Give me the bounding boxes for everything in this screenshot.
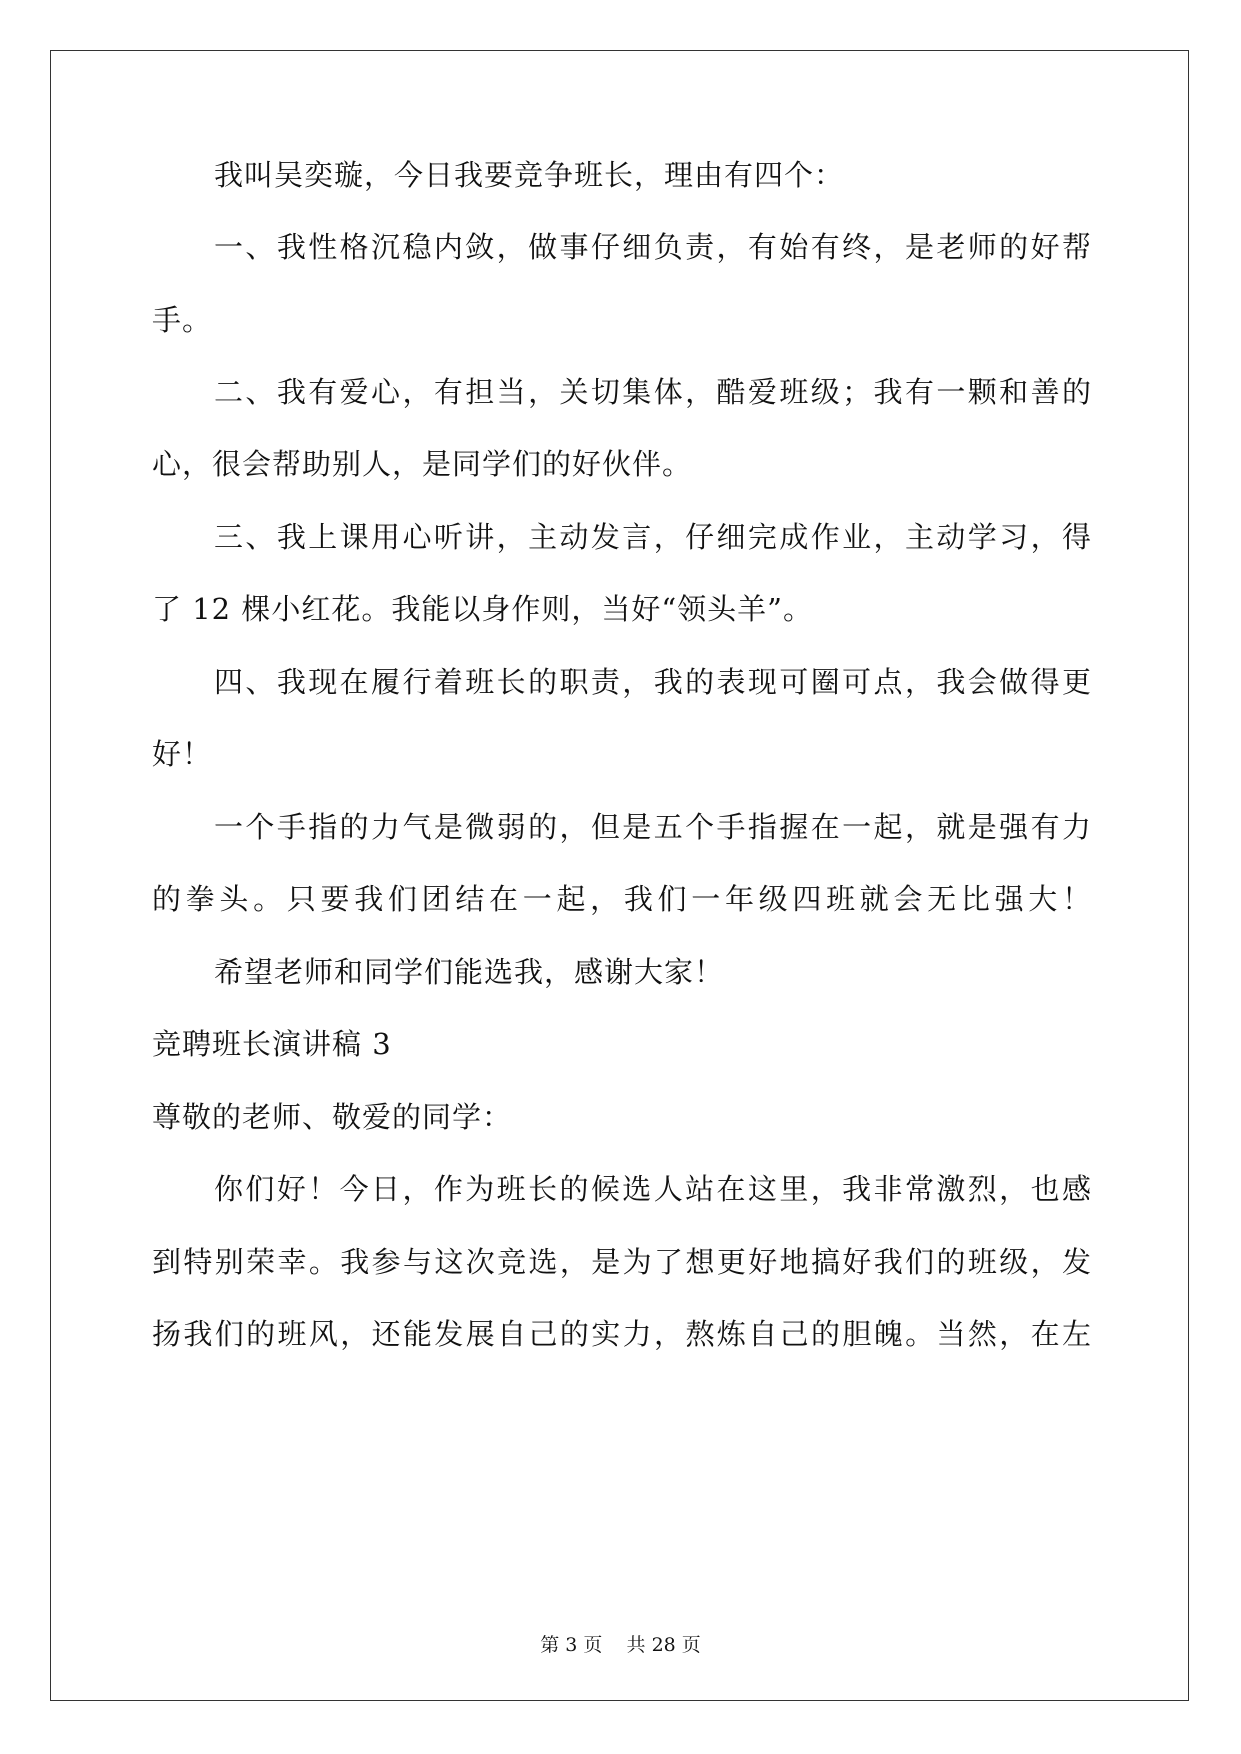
text-line: 心，很会帮助别人，是同学们的好伙伴。 bbox=[152, 447, 693, 481]
text-line: 扬我们的班风，还能发展自己的实力，熬炼自己的胆魄。当然，在左 bbox=[152, 1317, 1092, 1351]
text-line: 一、我性格沉稳内敛，做事仔细负责，有始有终，是老师的好帮 bbox=[214, 230, 1092, 264]
text-line: 好！ bbox=[152, 737, 213, 771]
text-line: 三、我上课用心听讲，主动发言，仔细完成作业，主动学习，得 bbox=[214, 520, 1092, 554]
salutation: 尊敬的老师、敬爱的同学： bbox=[152, 1100, 513, 1134]
text-line: 你们好！今日，作为班长的候选人站在这里，我非常激烈，也感 bbox=[214, 1172, 1092, 1206]
text-line: 希望老师和同学们能选我，感谢大家！ bbox=[214, 955, 725, 989]
text-line: 到特别荣幸。我参与这次竞选，是为了想更好地搞好我们的班级，发 bbox=[152, 1245, 1092, 1279]
text-line: 手。 bbox=[152, 303, 213, 337]
text-line: 我叫吴奕璇，今日我要竞争班长，理由有四个： bbox=[214, 158, 845, 192]
section-heading: 竞聘班长演讲稿 3 bbox=[152, 1027, 392, 1061]
page-border bbox=[50, 50, 1189, 1701]
text-line: 二、我有爱心，有担当，关切集体，酷爱班级；我有一颗和善的 bbox=[214, 375, 1092, 409]
text-line: 四、我现在履行着班长的职责，我的表现可圈可点，我会做得更 bbox=[214, 665, 1092, 699]
text-line: 的拳头。只要我们团结在一起，我们一年级四班就会无比强大！ bbox=[152, 882, 1092, 916]
text-line: 了 12 棵小红花。我能以身作则，当好“领头羊”。 bbox=[152, 592, 813, 626]
text-line: 一个手指的力气是微弱的，但是五个手指握在一起，就是强有力 bbox=[214, 810, 1092, 844]
page-number-footer: 第 3 页 共 28 页 bbox=[540, 1634, 701, 1656]
